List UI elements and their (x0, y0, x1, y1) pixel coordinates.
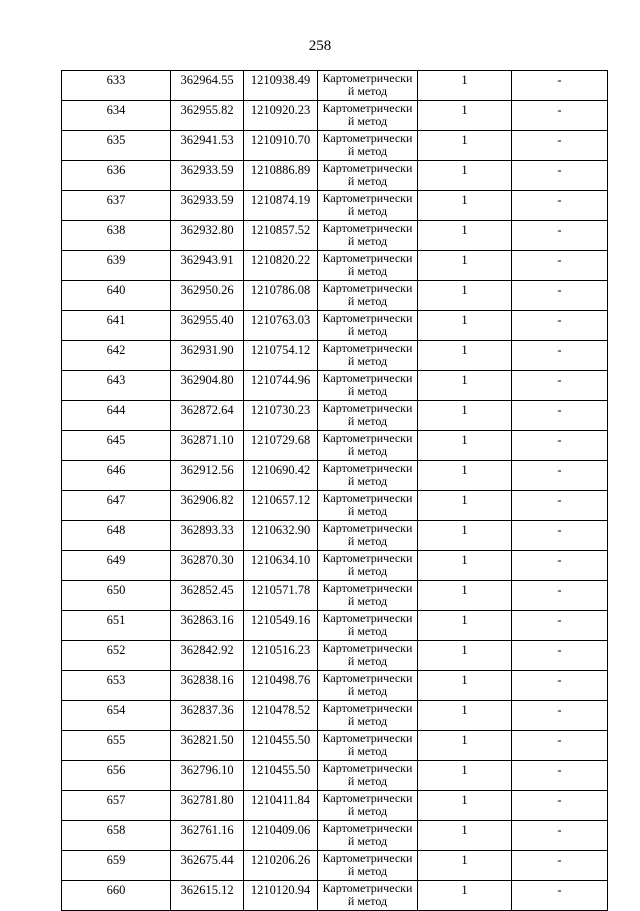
count-cell: 1 (418, 71, 512, 101)
method-line-1: Картометрически (322, 102, 413, 115)
y-coordinate-cell: 1210763.03 (244, 311, 318, 341)
count-cell: 1 (418, 791, 512, 821)
point-number-cell: 637 (62, 191, 171, 221)
x-coordinate-cell: 362932.80 (171, 221, 244, 251)
method-text (318, 762, 417, 787)
method-line-1: Картометрически (322, 552, 413, 565)
table-row (62, 461, 608, 491)
y-coordinate-cell: 1210498.76 (244, 671, 318, 701)
method-cell (318, 101, 418, 131)
point-number-cell: 646 (62, 461, 171, 491)
table-row (62, 521, 608, 551)
note-cell: - (512, 851, 608, 881)
point-number-cell: 640 (62, 281, 171, 311)
table-row (62, 611, 608, 641)
note-cell: - (512, 881, 608, 911)
method-cell (318, 581, 418, 611)
note-cell: - (512, 461, 608, 491)
method-line-1: Картометрически (322, 612, 413, 625)
method-text (318, 672, 417, 697)
method-line-2: й метод (347, 683, 388, 697)
y-coordinate-cell: 1210411.84 (244, 791, 318, 821)
note-cell: - (512, 491, 608, 521)
method-line-2: й метод (347, 533, 388, 547)
table-row (62, 431, 608, 461)
method-line-1: Картометрически (322, 492, 413, 505)
y-coordinate-cell: 1210729.68 (244, 431, 318, 461)
x-coordinate-cell: 362796.10 (171, 761, 244, 791)
method-line-1: Картометрически (322, 462, 413, 475)
method-text (318, 552, 417, 577)
y-coordinate-cell: 1210632.90 (244, 521, 318, 551)
coordinates-table-body (62, 71, 608, 911)
table-row (62, 551, 608, 581)
note-cell: - (512, 311, 608, 341)
method-line-2: й метод (347, 803, 388, 817)
method-cell (318, 71, 418, 101)
table-row (62, 581, 608, 611)
method-cell (318, 641, 418, 671)
method-line-1: Картометрически (322, 372, 413, 385)
count-cell: 1 (418, 341, 512, 371)
table-row (62, 281, 608, 311)
method-line-1: Картометрически (322, 72, 413, 85)
method-text (318, 792, 417, 817)
y-coordinate-cell: 1210549.16 (244, 611, 318, 641)
x-coordinate-cell: 362842.92 (171, 641, 244, 671)
note-cell: - (512, 401, 608, 431)
count-cell: 1 (418, 551, 512, 581)
count-cell: 1 (418, 761, 512, 791)
x-coordinate-cell: 362761.16 (171, 821, 244, 851)
method-line-2: й метод (347, 143, 388, 157)
x-coordinate-cell: 362837.36 (171, 701, 244, 731)
method-line-1: Картометрически (322, 762, 413, 775)
method-line-1: Картометрически (322, 162, 413, 175)
method-cell (318, 191, 418, 221)
method-cell (318, 551, 418, 581)
note-cell: - (512, 131, 608, 161)
point-number-cell: 649 (62, 551, 171, 581)
note-cell: - (512, 431, 608, 461)
method-line-2: й метод (347, 773, 388, 787)
method-text (318, 102, 417, 127)
x-coordinate-cell: 362852.45 (171, 581, 244, 611)
method-line-2: й метод (347, 413, 388, 427)
method-cell (318, 761, 418, 791)
y-coordinate-cell: 1210455.50 (244, 761, 318, 791)
method-line-1: Картометрически (322, 582, 413, 595)
x-coordinate-cell: 362964.55 (171, 71, 244, 101)
method-cell (318, 731, 418, 761)
method-text (318, 702, 417, 727)
method-line-1: Картометрически (322, 852, 413, 865)
table-row (62, 311, 608, 341)
x-coordinate-cell: 362955.40 (171, 311, 244, 341)
method-cell (318, 821, 418, 851)
point-number-cell: 638 (62, 221, 171, 251)
point-number-cell: 652 (62, 641, 171, 671)
count-cell: 1 (418, 431, 512, 461)
x-coordinate-cell: 362943.91 (171, 251, 244, 281)
method-line-2: й метод (347, 713, 388, 727)
method-line-2: й метод (347, 473, 388, 487)
method-text (318, 462, 417, 487)
method-text (318, 732, 417, 757)
table-row (62, 221, 608, 251)
method-line-2: й метод (347, 383, 388, 397)
x-coordinate-cell: 362950.26 (171, 281, 244, 311)
method-line-2: й метод (347, 623, 388, 637)
x-coordinate-cell: 362955.82 (171, 101, 244, 131)
note-cell: - (512, 101, 608, 131)
count-cell: 1 (418, 491, 512, 521)
method-line-2: й метод (347, 323, 388, 337)
method-text (318, 402, 417, 427)
method-line-2: й метод (347, 263, 388, 277)
method-cell (318, 131, 418, 161)
note-cell: - (512, 161, 608, 191)
y-coordinate-cell: 1210857.52 (244, 221, 318, 251)
table-row (62, 341, 608, 371)
table-row (62, 761, 608, 791)
method-text (318, 162, 417, 187)
y-coordinate-cell: 1210886.89 (244, 161, 318, 191)
note-cell: - (512, 821, 608, 851)
count-cell: 1 (418, 611, 512, 641)
y-coordinate-cell: 1210206.26 (244, 851, 318, 881)
note-cell: - (512, 71, 608, 101)
point-number-cell: 642 (62, 341, 171, 371)
table-row (62, 401, 608, 431)
note-cell: - (512, 731, 608, 761)
table-row (62, 491, 608, 521)
method-text (318, 822, 417, 847)
note-cell: - (512, 551, 608, 581)
method-line-2: й метод (347, 443, 388, 457)
table-row (62, 731, 608, 761)
method-text (318, 882, 417, 907)
method-line-2: й метод (347, 293, 388, 307)
method-line-2: й метод (347, 653, 388, 667)
count-cell: 1 (418, 191, 512, 221)
table-row (62, 191, 608, 221)
page-number: 258 (308, 38, 332, 54)
count-cell: 1 (418, 731, 512, 761)
point-number-cell: 635 (62, 131, 171, 161)
method-line-2: й метод (347, 593, 388, 607)
y-coordinate-cell: 1210690.42 (244, 461, 318, 491)
x-coordinate-cell: 362904.80 (171, 371, 244, 401)
method-text (318, 342, 417, 367)
method-text (318, 852, 417, 877)
y-coordinate-cell: 1210657.12 (244, 491, 318, 521)
point-number-cell: 653 (62, 671, 171, 701)
note-cell: - (512, 251, 608, 281)
method-text (318, 432, 417, 457)
count-cell: 1 (418, 371, 512, 401)
method-line-1: Картометрически (322, 402, 413, 415)
count-cell: 1 (418, 641, 512, 671)
method-cell (318, 671, 418, 701)
count-cell: 1 (418, 161, 512, 191)
x-coordinate-cell: 362615.12 (171, 881, 244, 911)
y-coordinate-cell: 1210409.06 (244, 821, 318, 851)
method-text (318, 132, 417, 157)
method-line-2: й метод (347, 503, 388, 517)
count-cell: 1 (418, 461, 512, 491)
point-number-cell: 660 (62, 881, 171, 911)
table-row (62, 161, 608, 191)
method-line-1: Картометрически (322, 342, 413, 355)
x-coordinate-cell: 362863.16 (171, 611, 244, 641)
x-coordinate-cell: 362781.80 (171, 791, 244, 821)
method-line-2: й метод (347, 173, 388, 187)
method-line-2: й метод (347, 893, 388, 907)
count-cell: 1 (418, 221, 512, 251)
method-line-1: Картометрически (322, 792, 413, 805)
point-number-cell: 636 (62, 161, 171, 191)
note-cell: - (512, 581, 608, 611)
method-line-1: Картометрически (322, 882, 413, 895)
table-row (62, 131, 608, 161)
method-cell (318, 251, 418, 281)
method-line-2: й метод (347, 563, 388, 577)
count-cell: 1 (418, 521, 512, 551)
point-number-cell: 650 (62, 581, 171, 611)
method-line-1: Картометрически (322, 702, 413, 715)
method-line-1: Картометрически (322, 312, 413, 325)
table-row (62, 641, 608, 671)
count-cell: 1 (418, 821, 512, 851)
point-number-cell: 634 (62, 101, 171, 131)
x-coordinate-cell: 362931.90 (171, 341, 244, 371)
method-line-1: Картометрически (322, 252, 413, 265)
point-number-cell: 659 (62, 851, 171, 881)
method-cell (318, 701, 418, 731)
x-coordinate-cell: 362941.53 (171, 131, 244, 161)
method-line-1: Картометрически (322, 222, 413, 235)
note-cell: - (512, 341, 608, 371)
method-cell (318, 791, 418, 821)
point-number-cell: 655 (62, 731, 171, 761)
method-cell (318, 221, 418, 251)
note-cell: - (512, 791, 608, 821)
method-line-1: Картометрически (322, 672, 413, 685)
method-cell (318, 491, 418, 521)
x-coordinate-cell: 362872.64 (171, 401, 244, 431)
y-coordinate-cell: 1210820.22 (244, 251, 318, 281)
table-row (62, 671, 608, 701)
count-cell: 1 (418, 311, 512, 341)
note-cell: - (512, 281, 608, 311)
count-cell: 1 (418, 401, 512, 431)
method-cell (318, 371, 418, 401)
table-row (62, 251, 608, 281)
x-coordinate-cell: 362893.33 (171, 521, 244, 551)
x-coordinate-cell: 362870.30 (171, 551, 244, 581)
method-text (318, 522, 417, 547)
count-cell: 1 (418, 851, 512, 881)
point-number-cell: 644 (62, 401, 171, 431)
count-cell: 1 (418, 671, 512, 701)
y-coordinate-cell: 1210634.10 (244, 551, 318, 581)
method-text (318, 282, 417, 307)
method-cell (318, 461, 418, 491)
point-number-cell: 647 (62, 491, 171, 521)
point-number-cell: 633 (62, 71, 171, 101)
method-line-1: Картометрически (322, 282, 413, 295)
method-cell (318, 881, 418, 911)
x-coordinate-cell: 362906.82 (171, 491, 244, 521)
point-number-cell: 639 (62, 251, 171, 281)
y-coordinate-cell: 1210910.70 (244, 131, 318, 161)
x-coordinate-cell: 362871.10 (171, 431, 244, 461)
coordinates-table (61, 70, 608, 911)
table-row (62, 71, 608, 101)
y-coordinate-cell: 1210744.96 (244, 371, 318, 401)
count-cell: 1 (418, 131, 512, 161)
note-cell: - (512, 191, 608, 221)
method-text (318, 222, 417, 247)
method-line-2: й метод (347, 863, 388, 877)
table-row (62, 101, 608, 131)
x-coordinate-cell: 362933.59 (171, 191, 244, 221)
method-line-2: й метод (347, 233, 388, 247)
point-number-cell: 645 (62, 431, 171, 461)
method-text (318, 642, 417, 667)
y-coordinate-cell: 1210571.78 (244, 581, 318, 611)
method-text (318, 192, 417, 217)
y-coordinate-cell: 1210920.23 (244, 101, 318, 131)
point-number-cell: 654 (62, 701, 171, 731)
y-coordinate-cell: 1210786.08 (244, 281, 318, 311)
y-coordinate-cell: 1210874.19 (244, 191, 318, 221)
x-coordinate-cell: 362933.59 (171, 161, 244, 191)
method-line-1: Картометрически (322, 522, 413, 535)
method-cell (318, 521, 418, 551)
table-row (62, 701, 608, 731)
x-coordinate-cell: 362821.50 (171, 731, 244, 761)
method-text (318, 582, 417, 607)
y-coordinate-cell: 1210754.12 (244, 341, 318, 371)
method-line-1: Картометрически (322, 732, 413, 745)
point-number-cell: 648 (62, 521, 171, 551)
method-line-2: й метод (347, 203, 388, 217)
method-line-1: Картометрически (322, 132, 413, 145)
method-cell (318, 431, 418, 461)
method-line-2: й метод (347, 113, 388, 127)
method-line-2: й метод (347, 743, 388, 757)
table-row (62, 851, 608, 881)
method-cell (318, 611, 418, 641)
note-cell: - (512, 521, 608, 551)
count-cell: 1 (418, 101, 512, 131)
point-number-cell: 656 (62, 761, 171, 791)
method-text (318, 372, 417, 397)
method-cell (318, 851, 418, 881)
method-line-2: й метод (347, 353, 388, 367)
table-row (62, 791, 608, 821)
method-text (318, 72, 417, 97)
method-line-1: Картометрически (322, 192, 413, 205)
note-cell: - (512, 611, 608, 641)
note-cell: - (512, 701, 608, 731)
point-number-cell: 658 (62, 821, 171, 851)
method-line-2: й метод (347, 833, 388, 847)
note-cell: - (512, 371, 608, 401)
y-coordinate-cell: 1210938.49 (244, 71, 318, 101)
count-cell: 1 (418, 251, 512, 281)
y-coordinate-cell: 1210455.50 (244, 731, 318, 761)
method-line-1: Картометрически (322, 822, 413, 835)
count-cell: 1 (418, 701, 512, 731)
method-line-1: Картометрически (322, 642, 413, 655)
x-coordinate-cell: 362912.56 (171, 461, 244, 491)
point-number-cell: 643 (62, 371, 171, 401)
method-cell (318, 281, 418, 311)
note-cell: - (512, 221, 608, 251)
count-cell: 1 (418, 581, 512, 611)
method-cell (318, 401, 418, 431)
method-cell (318, 311, 418, 341)
x-coordinate-cell: 362838.16 (171, 671, 244, 701)
table-row (62, 821, 608, 851)
method-text (318, 252, 417, 277)
point-number-cell: 657 (62, 791, 171, 821)
table-row (62, 371, 608, 401)
note-cell: - (512, 671, 608, 701)
point-number-cell: 641 (62, 311, 171, 341)
y-coordinate-cell: 1210478.52 (244, 701, 318, 731)
method-cell (318, 161, 418, 191)
note-cell: - (512, 761, 608, 791)
table-row (62, 881, 608, 911)
y-coordinate-cell: 1210120.94 (244, 881, 318, 911)
y-coordinate-cell: 1210516.23 (244, 641, 318, 671)
y-coordinate-cell: 1210730.23 (244, 401, 318, 431)
method-text (318, 312, 417, 337)
method-cell (318, 341, 418, 371)
method-text (318, 492, 417, 517)
point-number-cell: 651 (62, 611, 171, 641)
count-cell: 1 (418, 881, 512, 911)
method-text (318, 612, 417, 637)
method-line-2: й метод (347, 83, 388, 97)
note-cell: - (512, 641, 608, 671)
x-coordinate-cell: 362675.44 (171, 851, 244, 881)
method-line-1: Картометрически (322, 432, 413, 445)
count-cell: 1 (418, 281, 512, 311)
